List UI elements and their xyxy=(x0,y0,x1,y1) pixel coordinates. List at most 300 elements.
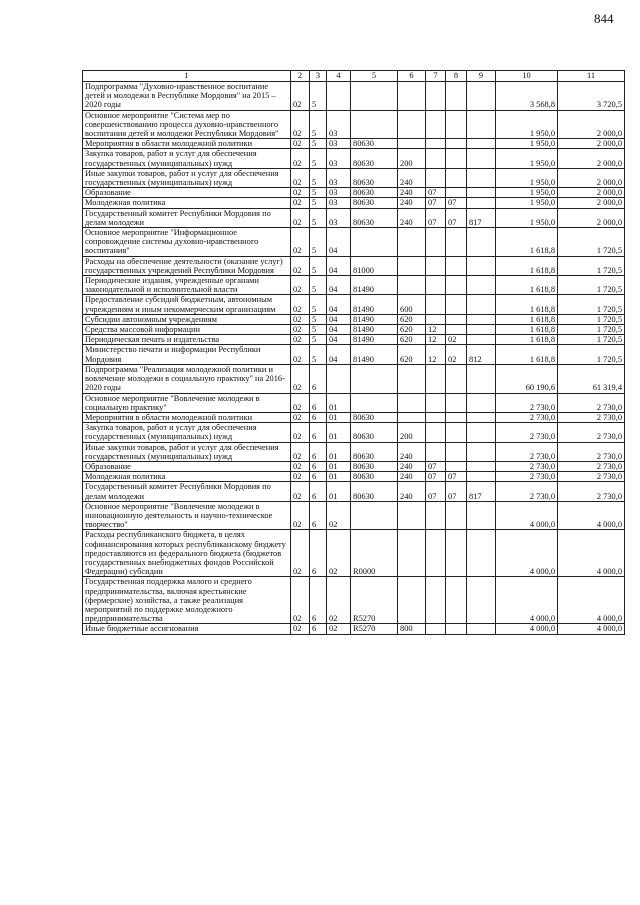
code-9-cell xyxy=(467,423,496,442)
amount-10-cell: 4 000,0 xyxy=(496,501,558,530)
amount-10-cell: 2 730,0 xyxy=(496,482,558,501)
code-9-cell xyxy=(467,256,496,275)
code-2-cell: 02 xyxy=(291,482,310,501)
row-description-cell: Расходы на обеспечение деятельности (оказание услуг) государственных учреждений Республики Мордовия xyxy=(83,256,291,275)
code-8-cell xyxy=(446,325,467,335)
code-9-cell xyxy=(467,188,496,198)
code-5-cell xyxy=(351,228,398,257)
code-8-cell: 02 xyxy=(446,335,467,345)
code-3-cell: 5 xyxy=(310,149,327,168)
row-description-cell: Молодежная политика xyxy=(83,198,291,208)
row-description-cell: Молодежная политика xyxy=(83,472,291,482)
amount-11-cell: 1 720,5 xyxy=(558,228,625,257)
code-2-cell: 02 xyxy=(291,530,310,577)
code-5-cell xyxy=(351,501,398,530)
code-7-cell xyxy=(426,295,446,314)
code-3-cell: 5 xyxy=(310,198,327,208)
table-row xyxy=(83,314,625,324)
table-row xyxy=(83,412,625,422)
code-2-cell: 02 xyxy=(291,442,310,461)
budget-table xyxy=(82,70,625,635)
code-8-cell: 07 xyxy=(446,482,467,501)
column-header: 10 xyxy=(496,71,558,82)
code-2-cell: 02 xyxy=(291,364,310,393)
code-2-cell: 02 xyxy=(291,228,310,257)
row-description-cell: Подпрограмма "Духовно-нравственное воспитание детей и молодежи в Республике Мордовия" на 2015 – 2020 годы xyxy=(83,82,291,111)
amount-11-cell: 2 730,0 xyxy=(558,423,625,442)
column-header: 7 xyxy=(426,71,446,82)
code-9-cell xyxy=(467,364,496,393)
code-8-cell xyxy=(446,228,467,257)
code-2-cell: 02 xyxy=(291,168,310,187)
code-5-cell: 81490 xyxy=(351,335,398,345)
code-8-cell xyxy=(446,412,467,422)
code-9-cell xyxy=(467,168,496,187)
code-7-cell xyxy=(426,276,446,295)
amount-11-cell: 2 000,0 xyxy=(558,110,625,139)
code-4-cell: 02 xyxy=(327,624,351,634)
code-4-cell: 01 xyxy=(327,393,351,412)
code-6-cell xyxy=(398,577,426,624)
column-header: 4 xyxy=(327,71,351,82)
amount-10-cell: 1 618,8 xyxy=(496,276,558,295)
amount-10-cell: 1 618,8 xyxy=(496,314,558,324)
code-6-cell: 800 xyxy=(398,624,426,634)
row-description-cell: Государственный комитет Республики Мордовия по делам молодежи xyxy=(83,482,291,501)
amount-10-cell: 1 950,0 xyxy=(496,110,558,139)
code-4-cell: 04 xyxy=(327,276,351,295)
code-8-cell xyxy=(446,423,467,442)
code-7-cell xyxy=(426,256,446,275)
row-description-cell: Субсидии автономным учреждениям xyxy=(83,314,291,324)
code-5-cell: 81490 xyxy=(351,325,398,335)
table-body xyxy=(83,82,625,635)
code-8-cell xyxy=(446,461,467,471)
row-description-cell: Периодическая печать и издательства xyxy=(83,335,291,345)
code-7-cell xyxy=(426,149,446,168)
code-2-cell: 02 xyxy=(291,208,310,227)
code-8-cell xyxy=(446,82,467,111)
amount-10-cell: 1 618,8 xyxy=(496,325,558,335)
code-5-cell xyxy=(351,110,398,139)
code-8-cell xyxy=(446,577,467,624)
table-row xyxy=(83,461,625,471)
code-6-cell xyxy=(398,364,426,393)
table-row xyxy=(83,228,625,257)
column-header: 3 xyxy=(310,71,327,82)
code-7-cell xyxy=(426,228,446,257)
code-8-cell xyxy=(446,188,467,198)
row-description-cell: Образование xyxy=(83,461,291,471)
table-row xyxy=(83,82,625,111)
column-header: 11 xyxy=(558,71,625,82)
code-5-cell: 81000 xyxy=(351,256,398,275)
code-4-cell: 01 xyxy=(327,482,351,501)
code-4-cell: 03 xyxy=(327,168,351,187)
amount-10-cell: 1 618,8 xyxy=(496,335,558,345)
amount-10-cell: 2 730,0 xyxy=(496,461,558,471)
amount-11-cell: 1 720,5 xyxy=(558,276,625,295)
code-6-cell: 620 xyxy=(398,345,426,364)
code-9-cell xyxy=(467,624,496,634)
code-9-cell xyxy=(467,335,496,345)
amount-10-cell: 2 730,0 xyxy=(496,442,558,461)
amount-10-cell: 2 730,0 xyxy=(496,472,558,482)
code-7-cell xyxy=(426,501,446,530)
code-7-cell: 07 xyxy=(426,208,446,227)
code-5-cell: 81490 xyxy=(351,314,398,324)
code-8-cell: 07 xyxy=(446,208,467,227)
code-3-cell: 6 xyxy=(310,423,327,442)
code-9-cell xyxy=(467,198,496,208)
code-8-cell xyxy=(446,393,467,412)
row-description-cell: Министерство печати и информации Республики Мордовия xyxy=(83,345,291,364)
code-6-cell: 200 xyxy=(398,149,426,168)
table-row xyxy=(83,423,625,442)
row-description-cell: Иные закупки товаров, работ и услуг для обеспечения государственных (муниципальных) нужд xyxy=(83,442,291,461)
code-5-cell: 80630 xyxy=(351,472,398,482)
code-5-cell: 80630 xyxy=(351,461,398,471)
code-8-cell xyxy=(446,314,467,324)
code-6-cell: 240 xyxy=(398,188,426,198)
code-5-cell: 80630 xyxy=(351,208,398,227)
code-5-cell: 80630 xyxy=(351,442,398,461)
amount-11-cell: 4 000,0 xyxy=(558,577,625,624)
code-4-cell: 03 xyxy=(327,188,351,198)
code-8-cell: 07 xyxy=(446,472,467,482)
code-5-cell: R0000 xyxy=(351,530,398,577)
code-8-cell xyxy=(446,110,467,139)
code-2-cell: 02 xyxy=(291,188,310,198)
code-2-cell: 02 xyxy=(291,393,310,412)
row-description-cell: Периодические издания, учрежденные органами законодательной и исполнительной власти xyxy=(83,276,291,295)
amount-10-cell: 2 730,0 xyxy=(496,423,558,442)
code-6-cell xyxy=(398,276,426,295)
amount-10-cell: 1 950,0 xyxy=(496,139,558,149)
amount-11-cell: 1 720,5 xyxy=(558,314,625,324)
code-3-cell: 5 xyxy=(310,110,327,139)
code-9-cell xyxy=(467,412,496,422)
table-row xyxy=(83,335,625,345)
code-5-cell: R5270 xyxy=(351,577,398,624)
table-row xyxy=(83,530,625,577)
amount-11-cell: 2 000,0 xyxy=(558,208,625,227)
amount-11-cell: 2 730,0 xyxy=(558,442,625,461)
table-row xyxy=(83,482,625,501)
code-4-cell: 01 xyxy=(327,461,351,471)
code-5-cell: 81490 xyxy=(351,276,398,295)
page-number: 844 xyxy=(594,11,614,26)
table-row xyxy=(83,295,625,314)
column-header: 9 xyxy=(467,71,496,82)
code-2-cell: 02 xyxy=(291,461,310,471)
amount-10-cell: 1 950,0 xyxy=(496,198,558,208)
amount-11-cell: 2 730,0 xyxy=(558,393,625,412)
code-6-cell xyxy=(398,139,426,149)
column-header: 8 xyxy=(446,71,467,82)
table-row xyxy=(83,198,625,208)
code-8-cell: 02 xyxy=(446,345,467,364)
code-9-cell xyxy=(467,530,496,577)
code-2-cell: 02 xyxy=(291,325,310,335)
code-7-cell xyxy=(426,530,446,577)
code-5-cell: 80630 xyxy=(351,188,398,198)
amount-11-cell: 2 000,0 xyxy=(558,188,625,198)
amount-10-cell: 1 618,8 xyxy=(496,228,558,257)
column-header: 6 xyxy=(398,71,426,82)
amount-10-cell: 1 950,0 xyxy=(496,208,558,227)
code-4-cell xyxy=(327,82,351,111)
amount-10-cell: 1 618,8 xyxy=(496,295,558,314)
code-8-cell xyxy=(446,256,467,275)
amount-10-cell: 1 950,0 xyxy=(496,149,558,168)
code-5-cell: R5270 xyxy=(351,624,398,634)
code-4-cell: 04 xyxy=(327,325,351,335)
code-5-cell: 80630 xyxy=(351,412,398,422)
code-3-cell: 6 xyxy=(310,472,327,482)
code-3-cell: 5 xyxy=(310,325,327,335)
code-7-cell: 07 xyxy=(426,198,446,208)
table-row xyxy=(83,345,625,364)
code-9-cell xyxy=(467,577,496,624)
code-9-cell: 817 xyxy=(467,208,496,227)
column-header: 2 xyxy=(291,71,310,82)
code-9-cell xyxy=(467,82,496,111)
row-description-cell: Основное мероприятие "Вовлечение молодежи в инновационную деятельность и научно-техническое творчество" xyxy=(83,501,291,530)
code-7-cell xyxy=(426,442,446,461)
code-6-cell xyxy=(398,530,426,577)
code-7-cell xyxy=(426,412,446,422)
code-7-cell xyxy=(426,577,446,624)
code-2-cell: 02 xyxy=(291,139,310,149)
code-6-cell: 240 xyxy=(398,461,426,471)
amount-11-cell: 2 000,0 xyxy=(558,198,625,208)
code-4-cell: 04 xyxy=(327,256,351,275)
code-7-cell: 07 xyxy=(426,482,446,501)
amount-10-cell: 2 730,0 xyxy=(496,412,558,422)
code-6-cell: 240 xyxy=(398,168,426,187)
code-4-cell: 02 xyxy=(327,530,351,577)
table-row xyxy=(83,256,625,275)
table-row xyxy=(83,276,625,295)
code-6-cell xyxy=(398,501,426,530)
code-4-cell xyxy=(327,364,351,393)
code-5-cell: 80630 xyxy=(351,139,398,149)
amount-11-cell: 2 730,0 xyxy=(558,482,625,501)
code-9-cell xyxy=(467,149,496,168)
amount-11-cell: 4 000,0 xyxy=(558,501,625,530)
code-6-cell: 200 xyxy=(398,423,426,442)
code-2-cell: 02 xyxy=(291,110,310,139)
code-3-cell: 5 xyxy=(310,188,327,198)
code-9-cell: 817 xyxy=(467,482,496,501)
code-8-cell xyxy=(446,530,467,577)
code-9-cell xyxy=(467,393,496,412)
code-3-cell: 5 xyxy=(310,335,327,345)
code-3-cell: 5 xyxy=(310,228,327,257)
amount-11-cell: 2 730,0 xyxy=(558,461,625,471)
code-5-cell xyxy=(351,364,398,393)
code-6-cell: 620 xyxy=(398,325,426,335)
code-2-cell: 02 xyxy=(291,345,310,364)
table-row xyxy=(83,139,625,149)
code-5-cell: 80630 xyxy=(351,149,398,168)
code-9-cell xyxy=(467,501,496,530)
amount-11-cell: 1 720,5 xyxy=(558,335,625,345)
amount-11-cell: 2 000,0 xyxy=(558,139,625,149)
code-7-cell xyxy=(426,423,446,442)
row-description-cell: Мероприятия в области молодежной политики xyxy=(83,139,291,149)
code-2-cell: 02 xyxy=(291,577,310,624)
code-7-cell xyxy=(426,168,446,187)
code-9-cell xyxy=(467,461,496,471)
row-description-cell: Основное мероприятие "Вовлечение молодежи в социальную практику" xyxy=(83,393,291,412)
amount-10-cell: 1 950,0 xyxy=(496,168,558,187)
code-4-cell: 04 xyxy=(327,295,351,314)
code-3-cell: 6 xyxy=(310,364,327,393)
code-8-cell xyxy=(446,276,467,295)
amount-11-cell: 2 730,0 xyxy=(558,412,625,422)
code-2-cell: 02 xyxy=(291,295,310,314)
code-7-cell: 12 xyxy=(426,345,446,364)
code-3-cell: 6 xyxy=(310,482,327,501)
code-3-cell: 6 xyxy=(310,461,327,471)
amount-11-cell: 2 000,0 xyxy=(558,149,625,168)
code-8-cell xyxy=(446,139,467,149)
table-header-row xyxy=(83,71,625,82)
code-5-cell: 80630 xyxy=(351,423,398,442)
code-8-cell xyxy=(446,364,467,393)
amount-11-cell: 4 000,0 xyxy=(558,624,625,634)
amount-11-cell: 1 720,5 xyxy=(558,345,625,364)
code-3-cell: 5 xyxy=(310,276,327,295)
code-4-cell: 03 xyxy=(327,139,351,149)
code-7-cell: 07 xyxy=(426,472,446,482)
amount-10-cell: 1 618,8 xyxy=(496,345,558,364)
amount-10-cell: 4 000,0 xyxy=(496,624,558,634)
row-description-cell: Иные закупки товаров, работ и услуг для обеспечения государственных (муниципальных) нужд xyxy=(83,168,291,187)
code-3-cell: 5 xyxy=(310,82,327,111)
table-row xyxy=(83,188,625,198)
code-6-cell xyxy=(398,412,426,422)
row-description-cell: Мероприятия в области молодежной политики xyxy=(83,412,291,422)
row-description-cell: Закупка товаров, работ и услуг для обеспечения государственных (муниципальных) нужд xyxy=(83,149,291,168)
amount-10-cell: 3 568,8 xyxy=(496,82,558,111)
code-5-cell: 81490 xyxy=(351,345,398,364)
code-6-cell xyxy=(398,393,426,412)
code-4-cell: 03 xyxy=(327,208,351,227)
code-5-cell: 80630 xyxy=(351,168,398,187)
code-3-cell: 6 xyxy=(310,624,327,634)
code-4-cell: 02 xyxy=(327,501,351,530)
amount-11-cell: 61 319,4 xyxy=(558,364,625,393)
table-row xyxy=(83,577,625,624)
code-9-cell xyxy=(467,314,496,324)
code-2-cell: 02 xyxy=(291,82,310,111)
code-3-cell: 5 xyxy=(310,139,327,149)
code-2-cell: 02 xyxy=(291,412,310,422)
code-3-cell: 6 xyxy=(310,442,327,461)
code-5-cell xyxy=(351,82,398,111)
row-description-cell: Основное мероприятие "Система мер по совершенствованию процесса духовно-нравственного воспитания детей и молодежи Республики Мордовия" xyxy=(83,110,291,139)
code-7-cell xyxy=(426,139,446,149)
table-row xyxy=(83,442,625,461)
code-6-cell: 620 xyxy=(398,335,426,345)
code-4-cell: 04 xyxy=(327,228,351,257)
table-row xyxy=(83,472,625,482)
amount-11-cell: 2 000,0 xyxy=(558,168,625,187)
amount-11-cell: 4 000,0 xyxy=(558,530,625,577)
code-9-cell xyxy=(467,110,496,139)
row-description-cell: Образование xyxy=(83,188,291,198)
code-7-cell: 12 xyxy=(426,325,446,335)
code-2-cell: 02 xyxy=(291,624,310,634)
code-7-cell xyxy=(426,393,446,412)
table-row xyxy=(83,149,625,168)
table-row xyxy=(83,501,625,530)
code-7-cell: 07 xyxy=(426,461,446,471)
amount-11-cell: 1 720,5 xyxy=(558,325,625,335)
amount-11-cell: 1 720,5 xyxy=(558,295,625,314)
code-3-cell: 5 xyxy=(310,256,327,275)
code-9-cell xyxy=(467,276,496,295)
code-2-cell: 02 xyxy=(291,276,310,295)
column-header: 1 xyxy=(83,71,291,82)
amount-11-cell: 3 720,5 xyxy=(558,82,625,111)
code-7-cell xyxy=(426,314,446,324)
amount-11-cell: 2 730,0 xyxy=(558,472,625,482)
code-7-cell: 07 xyxy=(426,188,446,198)
code-2-cell: 02 xyxy=(291,314,310,324)
code-6-cell: 240 xyxy=(398,208,426,227)
code-9-cell xyxy=(467,325,496,335)
code-8-cell xyxy=(446,295,467,314)
code-5-cell: 80630 xyxy=(351,198,398,208)
code-6-cell: 600 xyxy=(398,295,426,314)
code-8-cell xyxy=(446,501,467,530)
code-8-cell xyxy=(446,624,467,634)
amount-10-cell: 60 190,6 xyxy=(496,364,558,393)
code-8-cell xyxy=(446,168,467,187)
code-4-cell: 04 xyxy=(327,335,351,345)
code-5-cell: 81490 xyxy=(351,295,398,314)
code-6-cell xyxy=(398,228,426,257)
code-6-cell: 620 xyxy=(398,314,426,324)
code-3-cell: 5 xyxy=(310,314,327,324)
table-row xyxy=(83,393,625,412)
code-4-cell: 01 xyxy=(327,412,351,422)
table-row xyxy=(83,168,625,187)
code-4-cell: 01 xyxy=(327,472,351,482)
row-description-cell: Государственный комитет Республики Мордовия по делам молодежи xyxy=(83,208,291,227)
code-9-cell xyxy=(467,228,496,257)
code-2-cell: 02 xyxy=(291,501,310,530)
code-3-cell: 5 xyxy=(310,168,327,187)
code-3-cell: 6 xyxy=(310,577,327,624)
code-4-cell: 02 xyxy=(327,577,351,624)
code-2-cell: 02 xyxy=(291,256,310,275)
row-description-cell: Основное мероприятие "Информационное сопровождение системы духовно-нравственного воспитания" xyxy=(83,228,291,257)
code-7-cell xyxy=(426,364,446,393)
code-3-cell: 5 xyxy=(310,345,327,364)
amount-10-cell: 2 730,0 xyxy=(496,393,558,412)
code-9-cell: 812 xyxy=(467,345,496,364)
code-9-cell xyxy=(467,295,496,314)
row-description-cell: Закупка товаров, работ и услуг для обеспечения государственных (муниципальных) нужд xyxy=(83,423,291,442)
row-description-cell: Подпрограмма "Реализация молодежной политики и вовлечение молодежи в социальную практику" на 2016-2020 годы xyxy=(83,364,291,393)
code-2-cell: 02 xyxy=(291,472,310,482)
code-4-cell: 01 xyxy=(327,423,351,442)
